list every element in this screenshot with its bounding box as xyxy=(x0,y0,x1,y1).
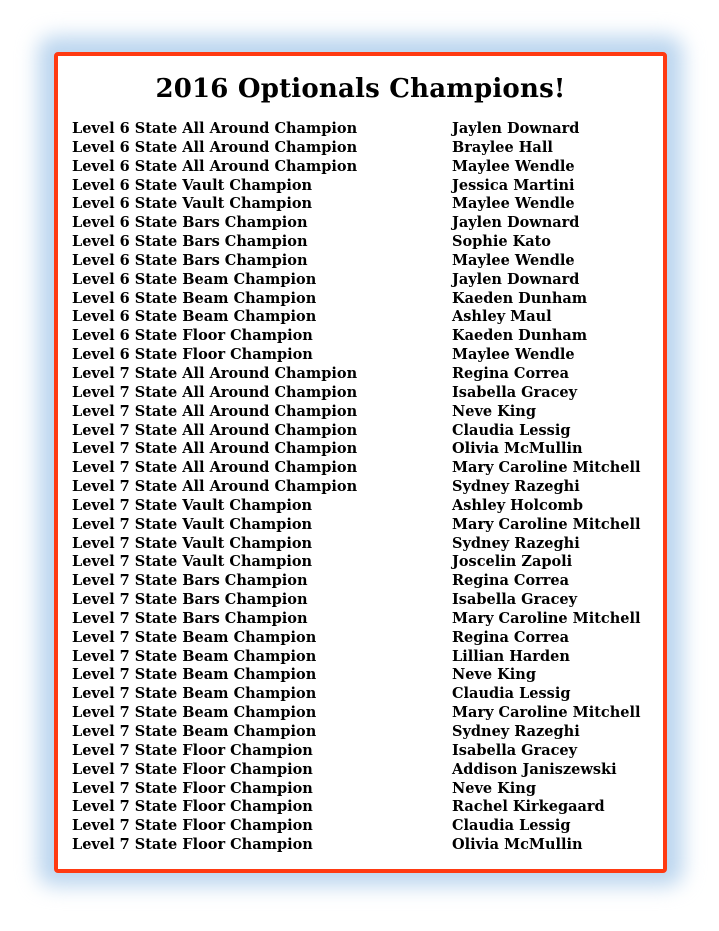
award-label: Level 6 State All Around Champion xyxy=(72,120,358,137)
champion-name: Mary Caroline Mitchell xyxy=(452,609,641,627)
champion-name: Olivia McMullin xyxy=(452,836,583,854)
champion-name: Regina Correa xyxy=(452,364,570,382)
list-item xyxy=(72,798,652,817)
list-item xyxy=(72,704,652,723)
champion-name: Neve King xyxy=(452,779,536,797)
champion-name: Ashley Maul xyxy=(452,308,552,326)
champion-name: Maylee Wendle xyxy=(452,195,575,213)
list-item xyxy=(72,742,652,761)
list-item xyxy=(72,780,652,799)
award-label: Level 7 State Vault Champion xyxy=(72,553,313,571)
champion-name: Isabella Gracey xyxy=(452,383,578,401)
list-item xyxy=(72,497,652,516)
list-item xyxy=(72,120,652,139)
award-label: Level 6 State Bars Champion xyxy=(72,251,308,269)
champion-name: Ashley Holcomb xyxy=(452,496,584,514)
champion-name: Claudia Lessig xyxy=(452,817,571,835)
champion-name: Jaylen Downard xyxy=(452,270,580,288)
award-label: Level 7 State All Around Champion xyxy=(72,383,358,401)
award-label: Level 7 State Beam Champion xyxy=(72,647,317,665)
champion-name: Maylee Wendle xyxy=(452,157,575,175)
champion-name: Claudia Lessig xyxy=(452,421,571,439)
award-label: Level 7 State Beam Champion xyxy=(72,666,317,684)
award-label: Level 7 State Beam Champion xyxy=(72,723,317,740)
list-item xyxy=(72,535,652,554)
award-label: Level 6 State Floor Champion xyxy=(72,346,313,364)
list-item xyxy=(72,572,652,591)
award-label: Level 7 State All Around Champion xyxy=(72,364,358,382)
list-item xyxy=(72,817,652,836)
champion-name: Addison Janiszewski xyxy=(452,760,617,778)
award-label: Level 6 State All Around Champion xyxy=(72,138,358,156)
champion-name: Maylee Wendle xyxy=(452,346,575,364)
award-label: Level 7 State Floor Champion xyxy=(72,798,313,816)
champion-name: Claudia Lessig xyxy=(452,685,571,703)
list-item xyxy=(72,233,652,252)
award-label: Level 7 State Beam Champion xyxy=(72,704,317,722)
list-item xyxy=(72,139,652,158)
list-item xyxy=(72,177,652,196)
list-item xyxy=(72,761,652,780)
champion-name: Isabella Gracey xyxy=(452,591,578,609)
award-label: Level 6 State Beam Champion xyxy=(72,270,317,288)
award-label: Level 7 State All Around Champion xyxy=(72,421,358,439)
list-item xyxy=(72,836,652,855)
champion-name: Jaylen Downard xyxy=(452,214,580,232)
award-label: Level 7 State Floor Champion xyxy=(72,817,313,835)
list-item xyxy=(72,290,652,309)
list-item xyxy=(72,403,652,422)
award-label: Level 7 State All Around Champion xyxy=(72,478,358,496)
champion-name: Neve King xyxy=(452,402,536,420)
list-item xyxy=(72,214,652,233)
champion-name: Mary Caroline Mitchell xyxy=(452,704,641,722)
award-label: Level 7 State Floor Champion xyxy=(72,741,313,759)
list-item xyxy=(72,629,652,648)
list-item xyxy=(72,553,652,572)
award-label: Level 6 State Vault Champion xyxy=(72,195,313,213)
award-label: Level 7 State Floor Champion xyxy=(72,836,313,854)
award-label: Level 6 State Beam Champion xyxy=(72,289,317,307)
list-item xyxy=(72,478,652,497)
award-label: Level 6 State All Around Champion xyxy=(72,157,358,175)
list-item xyxy=(72,158,652,177)
award-label: Level 7 State Bars Champion xyxy=(72,591,308,609)
champion-name: Mary Caroline Mitchell xyxy=(452,515,641,533)
page-title: 2016 Optionals Champions! xyxy=(155,74,566,104)
champion-name: Maylee Wendle xyxy=(452,251,575,269)
list-item xyxy=(72,610,652,629)
champion-name: Mary Caroline Mitchell xyxy=(452,459,641,477)
champion-name: Sophie Kato xyxy=(452,233,551,251)
champions-list xyxy=(72,120,652,855)
champion-name: Regina Correa xyxy=(452,572,570,590)
award-label: Level 7 State Bars Champion xyxy=(72,609,308,627)
list-item xyxy=(72,648,652,667)
champion-name: Jessica Martini xyxy=(452,176,575,194)
list-item xyxy=(72,666,652,685)
list-item xyxy=(72,252,652,271)
list-item xyxy=(72,422,652,441)
champion-name: Regina Correa xyxy=(452,628,570,646)
award-label: Level 6 State Vault Champion xyxy=(72,176,313,194)
list-item xyxy=(72,459,652,478)
award-label: Level 6 State Bars Champion xyxy=(72,233,308,251)
award-label: Level 7 State All Around Champion xyxy=(72,402,358,420)
award-label: Level 7 State All Around Champion xyxy=(72,459,358,477)
award-label: Level 7 State Beam Champion xyxy=(72,685,317,703)
award-label: Level 7 State Vault Champion xyxy=(72,534,313,552)
list-item xyxy=(72,384,652,403)
list-item xyxy=(72,271,652,290)
award-label: Level 7 State Vault Champion xyxy=(72,515,313,533)
champion-name: Jaylen Downard xyxy=(452,120,580,137)
award-label: Level 7 State All Around Champion xyxy=(72,440,358,458)
list-item xyxy=(72,440,652,459)
award-label: Level 7 State Beam Champion xyxy=(72,628,317,646)
champion-name: Isabella Gracey xyxy=(452,741,578,759)
award-label: Level 6 State Beam Champion xyxy=(72,308,317,326)
list-item xyxy=(72,685,652,704)
list-item xyxy=(72,365,652,384)
champion-name: Kaeden Dunham xyxy=(452,289,588,307)
list-item xyxy=(72,346,652,365)
award-label: Level 7 State Vault Champion xyxy=(72,496,313,514)
award-label: Level 7 State Floor Champion xyxy=(72,779,313,797)
champion-name: Lillian Harden xyxy=(452,647,570,665)
award-label: Level 6 State Floor Champion xyxy=(72,327,313,345)
award-label: Level 7 State Floor Champion xyxy=(72,760,313,778)
champion-name: Sydney Razeghi xyxy=(452,478,580,496)
list-item xyxy=(72,723,652,742)
list-item xyxy=(72,308,652,327)
list-item xyxy=(72,195,652,214)
award-label: Level 7 State Bars Champion xyxy=(72,572,308,590)
champion-name: Olivia McMullin xyxy=(452,440,583,458)
champion-name: Sydney Razeghi xyxy=(452,534,580,552)
champion-name: Rachel Kirkegaard xyxy=(452,798,605,816)
champion-name: Braylee Hall xyxy=(452,138,553,156)
champions-card xyxy=(54,52,667,873)
champion-name: Kaeden Dunham xyxy=(452,327,588,345)
list-item xyxy=(72,516,652,535)
champion-name: Neve King xyxy=(452,666,536,684)
list-item xyxy=(72,327,652,346)
list-item xyxy=(72,591,652,610)
champion-name: Joscelin Zapoli xyxy=(452,553,573,571)
champion-name: Sydney Razeghi xyxy=(452,723,580,740)
award-label: Level 6 State Bars Champion xyxy=(72,214,308,232)
